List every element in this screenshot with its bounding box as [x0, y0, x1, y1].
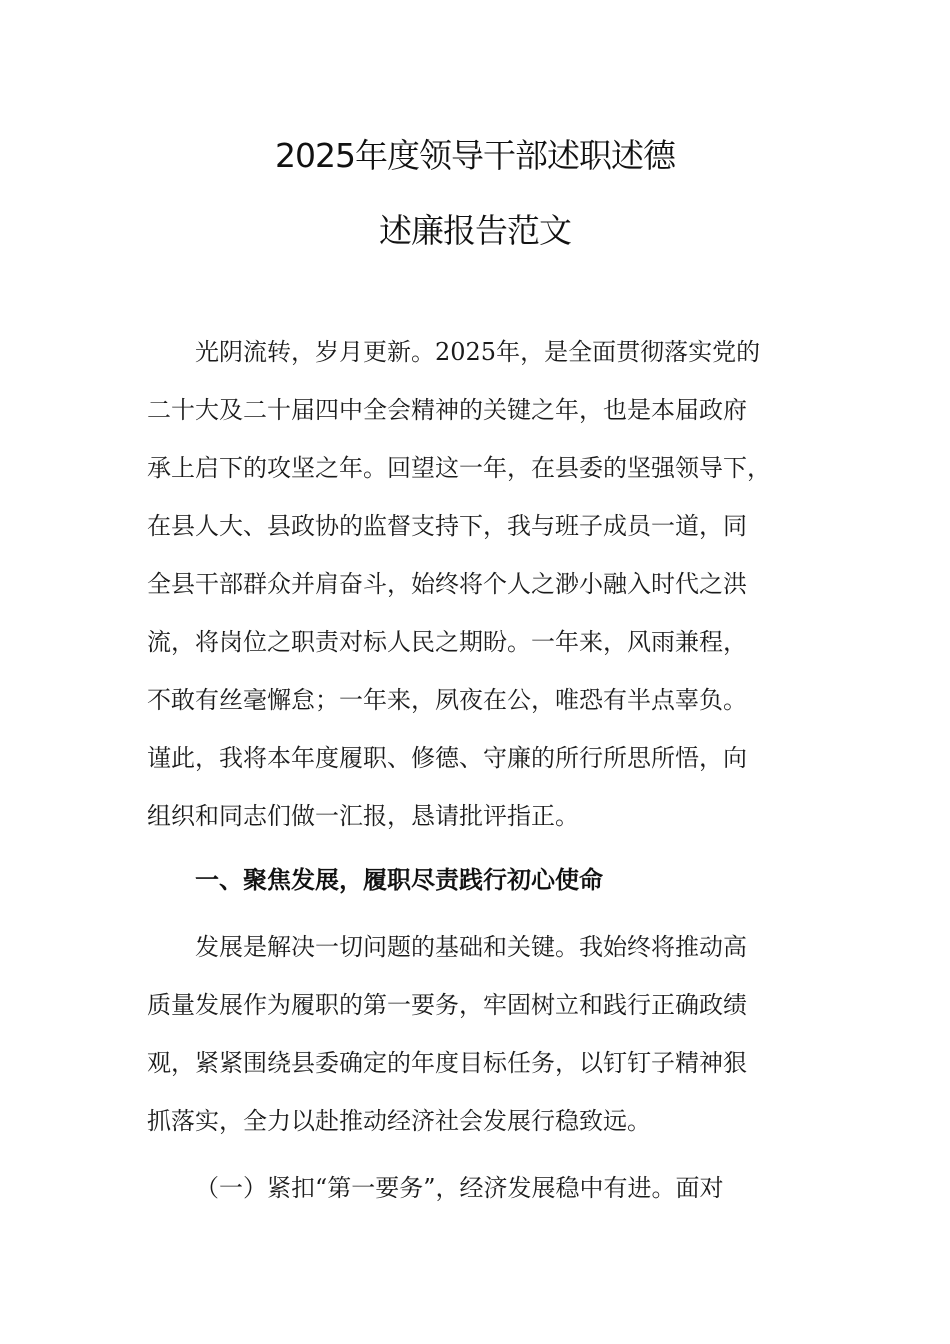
paragraph-line: 谨此，我将本年度履职、修德、守廉的所行所思所悟，向: [147, 744, 747, 772]
paragraph-line: 发展是解决一切问题的基础和关键。我始终将推动高: [195, 933, 747, 961]
paragraph-line: 观，紧紧围绕县委确定的年度目标任务，以钉钉子精神狠: [147, 1049, 747, 1077]
paragraph-line: 质量发展作为履职的第一要务，牢固树立和践行正确政绩: [147, 991, 747, 1019]
paragraph-line: 二十大及二十届四中全会精神的关键之年，也是本届政府: [147, 396, 747, 424]
paragraph-line: 光阴流转，岁月更新。2025年，是全面贯彻落实党的: [195, 338, 761, 366]
paragraph-line: （一）紧扣“第一要务”，经济发展稳中有进。面对: [195, 1174, 724, 1202]
document-title-line-1: 2025年度领导干部述职述德: [275, 136, 675, 175]
paragraph-line: 抓落实，全力以赴推动经济社会发展行稳致远。: [147, 1107, 651, 1135]
paragraph-line: 流，将岗位之职责对标人民之期盼。一年来，风雨兼程，: [147, 628, 747, 656]
paragraph-line: 在县人大、县政协的监督支持下，我与班子成员一道，同: [147, 512, 747, 540]
paragraph-line: 全县干部群众并肩奋斗，始终将个人之渺小融入时代之洪: [147, 570, 747, 598]
paragraph-line: 不敢有丝毫懈怠；一年来，夙夜在公，唯恐有半点辜负。: [147, 686, 747, 714]
document-title-line-2: 述廉报告范文: [379, 211, 571, 250]
paragraph-line: 组织和同志们做一汇报，恳请批评指正。: [147, 802, 579, 830]
paragraph-line: 承上启下的攻坚之年。回望这一年，在县委的坚强领导下，: [147, 454, 771, 482]
section-heading: 一、聚焦发展，履职尽责践行初心使命: [195, 866, 603, 894]
